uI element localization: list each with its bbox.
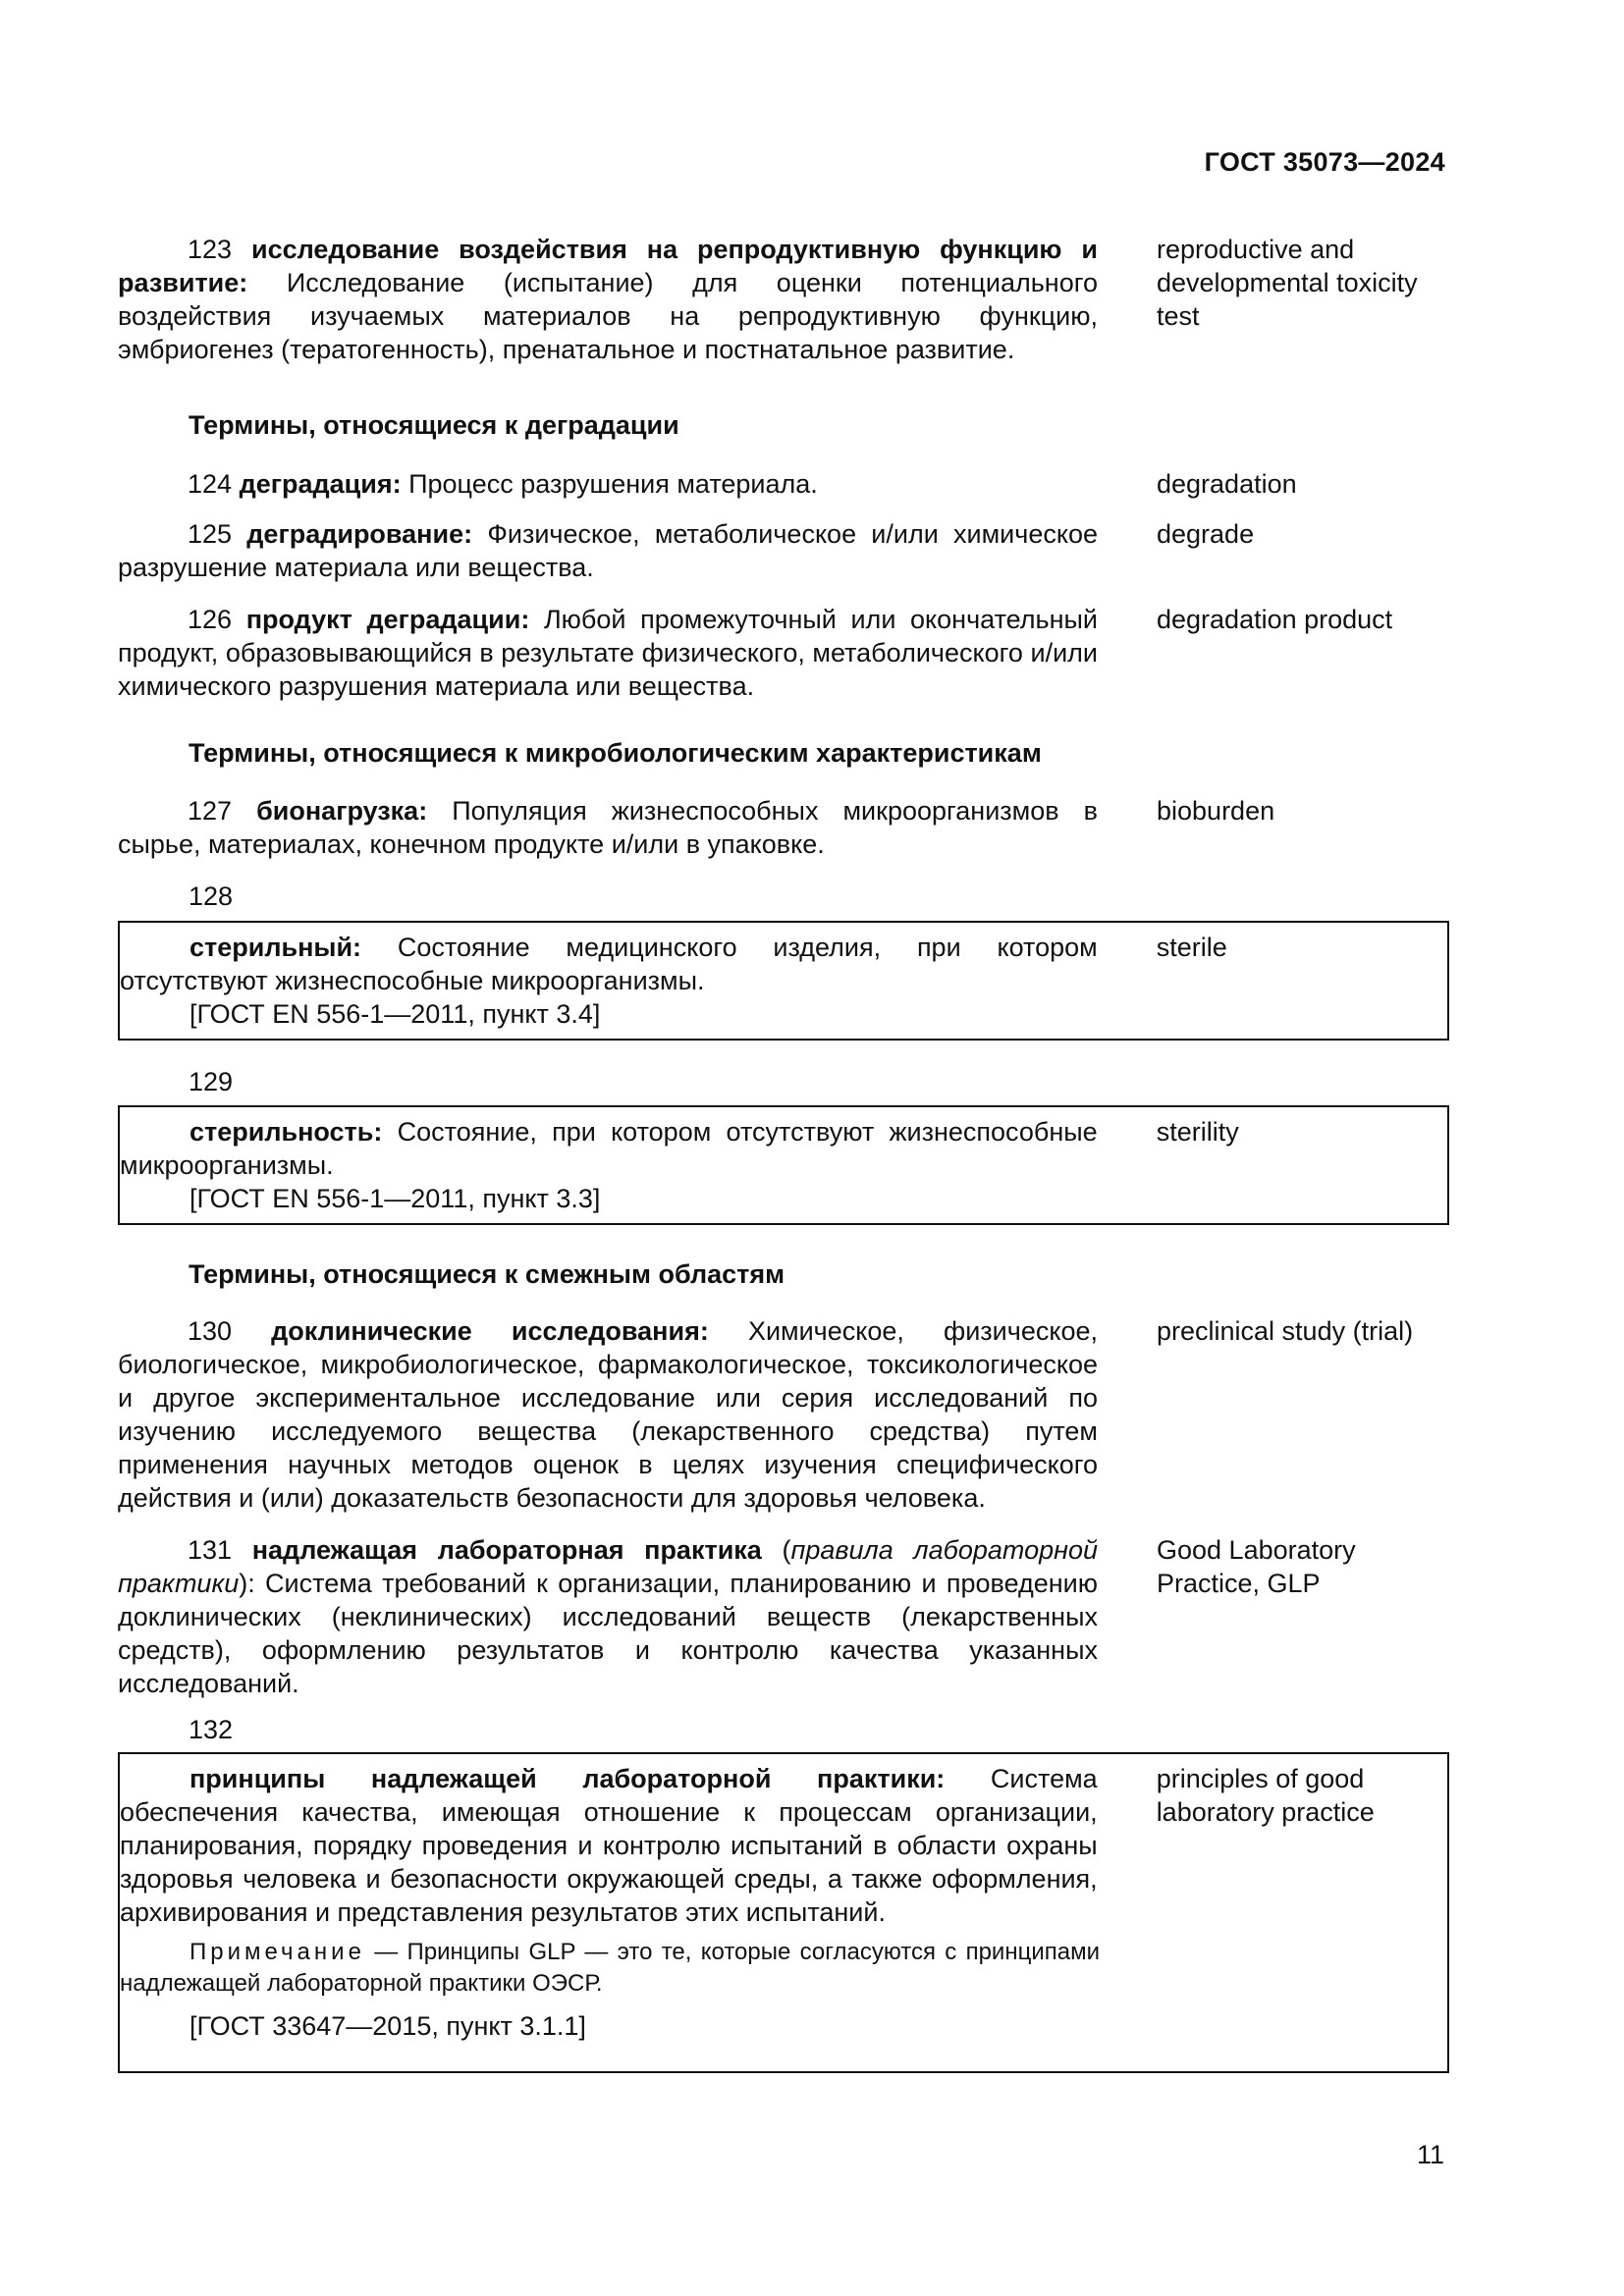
term-entry-125 — [118, 517, 1448, 584]
note — [120, 1937, 1100, 2000]
term-box-129 — [118, 1105, 1449, 1225]
entry-number: 130 — [188, 1316, 233, 1346]
term-name: деградация: — [239, 469, 402, 499]
entry-number-132: 132 — [189, 1715, 234, 1744]
section-heading-degradation: Термины, относящиеся к деградации — [189, 410, 679, 440]
entry-number: 131 — [188, 1535, 233, 1565]
english-equivalent: sterility — [1156, 1117, 1239, 1147]
term-name: принципы надлежащей лабораторной практики: — [189, 1764, 946, 1793]
term-entry-126 — [118, 603, 1448, 703]
english-equivalent: degrade — [1157, 519, 1255, 549]
term-name: продукт деградации: — [245, 605, 530, 634]
english-equivalent: degradation — [1157, 469, 1297, 499]
term-definition: Состояние, при котором отсутствуют жизнеспособные микроорганизмы. — [120, 1117, 1098, 1180]
term-definition: Любой промежуточный или окончательный продукт, образовывающийся в результате физического, метаболического и/или химического разрушения материала или вещества. — [118, 605, 1098, 701]
source-reference: [ГОСТ 33647—2015, пункт 3.1.1] — [189, 2011, 586, 2041]
note-label: Примечание — [189, 1939, 365, 1965]
term-name: стерильность: — [189, 1117, 383, 1147]
term-definition: Химическое, физическое, биологическое, микробиологическое, фармакологическое, токсикологическое и другое экспериментальное исследование или серия исследований по изучению исследуемого вещества (лекарственного средства) путем применения научных методов оценок в целях изучения специфического действия и (или) доказательств безопасности для здоровья человека. — [118, 1316, 1098, 1513]
term-definition: Популяция жизнеспособных микроорганизмов в сырье, материалах, конечном продукте и/или в упаковке. — [118, 796, 1098, 859]
term-name: деградирование: — [246, 519, 473, 549]
term-definition: Состояние медицинского изделия, при котором отсутствуют жизнеспособные микроорганизмы. — [120, 933, 1098, 995]
term-definition: Процесс разрушения материала. — [408, 469, 818, 499]
term-definition: Физическое, метаболическое и/или химическое разрушение материала или вещества. — [118, 519, 1098, 582]
term-definition: Система обеспечения качества, имеющая отношение к процессам организации, планирования, порядку проведения и контролю испытаний в области охраны здоровья человека и безопасности окружающей среды, а также оформления, архивирования и представления результатов этих испытаний. — [120, 1764, 1098, 1927]
term-definition: Система требований к организации, планированию и проведению доклинических (неклинических) исследований веществ (лекарственных средств), оформлению результатов и контролю качества указанных исследований. — [118, 1569, 1099, 1698]
entry-number-128: 128 — [189, 881, 234, 911]
term-name: стерильный: — [189, 933, 362, 962]
term-entry-130 — [118, 1314, 1448, 1515]
term-name: доклинические исследования: — [271, 1316, 709, 1346]
term-entry-131: 131 надлежащая лабораторная практика (правила лабораторной практики): Система требований к организации, планированию и проведению доклинических (неклинических) исследований веществ (лекарственных средств), оформлению результатов и контролю качества указанных исследований. Good Laboratory Practice, GLP — [118, 1533, 1448, 1700]
english-equivalent: preclinical study (trial) — [1157, 1316, 1414, 1346]
section-heading-related: Термины, относящиеся к смежным областям — [189, 1259, 785, 1289]
english-equivalent: degradation product — [1157, 605, 1393, 634]
english-equivalent: bioburden — [1157, 796, 1275, 826]
term-entry-127 — [118, 794, 1448, 861]
english-equivalent: Good Laboratory Practice, GLP — [1157, 1535, 1356, 1598]
entry-number: 127 — [188, 796, 233, 826]
term-name: надлежащая лабораторная практика — [251, 1535, 762, 1565]
term-alternative: правила лабораторной практики — [118, 1535, 1098, 1598]
note-text: — Принципы GLP — это те, которые согласуются с принципами надлежащей лабораторной практики ОЭСР. — [120, 1939, 1100, 1997]
entry-number: 124 — [188, 469, 233, 499]
term-name: исследование воздействия на репродуктивную функцию и развитие: — [118, 235, 1098, 297]
term-entry-123 — [118, 233, 1448, 366]
term-entry-124 — [118, 467, 1448, 501]
term-name: бионагрузка: — [256, 796, 428, 826]
entry-number: 126 — [188, 605, 233, 634]
section-heading-microbiology: Термины, относящиеся к микробиологическим характеристикам — [189, 738, 1042, 768]
english-equivalent: sterile — [1156, 933, 1227, 962]
page-number: 11 — [1416, 2140, 1444, 2169]
english-equivalent: reproductive and developmental toxicity test — [1157, 235, 1418, 331]
term-definition: Исследование (испытание) для оценки потенциального воздействия изучаемых материалов на репродуктивную функцию, эмбриогенез (тератогенность), пренатальное и постнатальное развитие. — [118, 268, 1098, 364]
source-reference: [ГОСТ EN 556-1—2011, пункт 3.4] — [189, 999, 601, 1029]
entry-number: 125 — [188, 519, 233, 549]
source-reference: [ГОСТ EN 556-1—2011, пункт 3.3] — [189, 1184, 601, 1213]
english-equivalent: principles of good laboratory practice — [1156, 1764, 1375, 1827]
document-header: ГОСТ 35073—2024 — [1204, 147, 1445, 177]
entry-number-129: 129 — [189, 1067, 234, 1096]
term-box-128 — [118, 921, 1449, 1041]
entry-number: 123 — [188, 235, 233, 264]
term-box-132 — [118, 1752, 1449, 2073]
